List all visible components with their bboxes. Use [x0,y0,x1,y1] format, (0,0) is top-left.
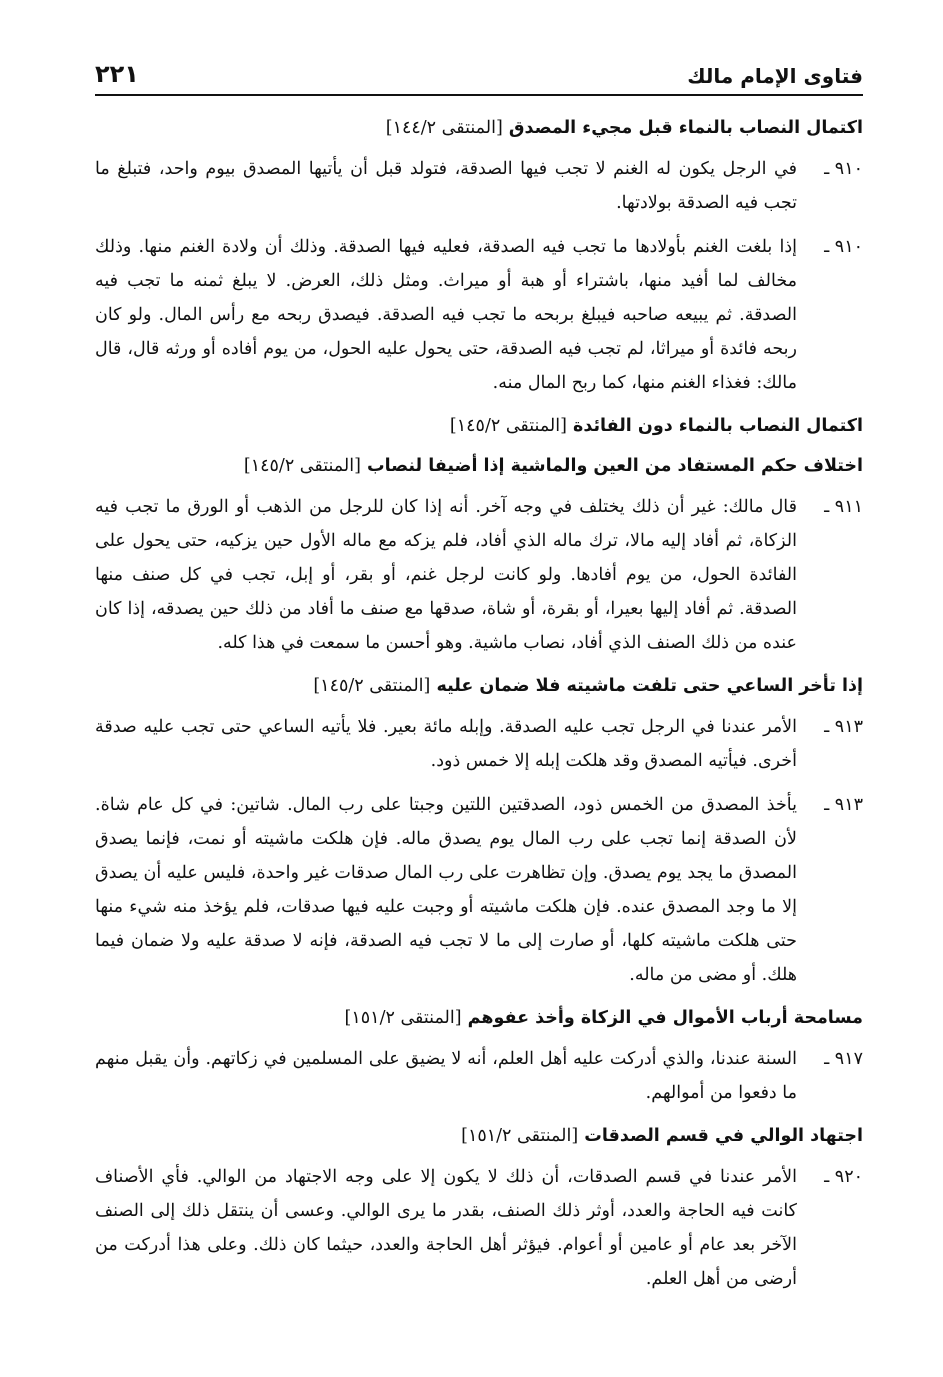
section-reference: [المنتقى ١٤٥/٢] [313,676,431,696]
entry-number: ٩١٧ ـ [824,1049,863,1069]
section-heading [95,112,863,144]
section-title: اكتمال النصاب بالنماء قبل مجيء المصدق [508,118,863,138]
entry-text: في الرجل يكون له الغنم لا تجب فيها الصدقة، فتولد قبل أن يأتيها المصدق بيوم واحد، فتبلغ ما تجب فيه الصدقة بولادتها. [95,159,797,213]
entry-text: الأمر عندنا في الرجل تجب عليه الصدقة. وإبله مائة بعير. فلا يأتيه الساعي حتى تجب عليه صدقة أخرى. فيأتيه المصدق وقد هلكت إبله إلا خمس ذود. [95,717,797,771]
fatwa-entry [95,1160,863,1296]
section-heading [95,410,863,442]
fatwa-entry [95,710,863,778]
entry-text: يأخذ المصدق من الخمس ذود، الصدقتين اللتين وجبتا على رب المال. شاتين: في كل عام شاة. لأن الصدقة إنما تجب على رب المال يوم يصدق ماله. فإن هلكت ماشيته أو نمت، فإنما يصدق المصدق ما يجد يوم يصدق. وإن تظاهرت على رب المال صدقات غير واحدة، فليس عليه أن يصدق إلا ما وجد المصدق عنده. فإن هلكت ماشيته أو وجبت عليه فيها صدقات، فلم يؤخذ منه شيء منها حتى هلكت ماشيته كلها، أو صارت إلى ما لا تجب فيه الصدقة، فإنه لا صدقة عليه ولا ضمان فيما هلك. أو مضى من ماله. [95,795,797,985]
fatwa-entry [95,1042,863,1110]
entry-number: ٩١٠ ـ [824,159,863,179]
page-content [95,96,863,1296]
book-page [95,40,863,1360]
entry-number: ٩١٣ ـ [824,795,863,815]
section-title: إذا تأخر الساعي حتى تلفت ماشيته فلا ضمان عليه [436,676,863,696]
entry-text: السنة عندنا، والذي أدركت عليه أهل العلم، أنه لا يضيق على المسلمين في زكاتهم. وأن يقبل منهم ما دفعوا من أموالهم. [95,1049,797,1103]
page-number: ٢٢١ [95,60,139,88]
entry-text: قال مالك: غير أن ذلك يختلف في وجه آخر. أنه إذا كان للرجل من الذهب أو الورق ما تجب فيه الزكاة، ثم أفاد إليه مالا، ترك ماله الذي أفاد، فلم يزكه مع ماله الأول حين يزكيه، حتى يحول على الفائدة الحول، من يوم أفادها. ولو كانت لرجل غنم، أو بقر، أو إبل، تجب في كل صنف منها الصدقة. ثم أفاد إليها بعيرا، أو بقرة، أو شاة، صدقها مع صنف ما أفاد من ذلك حين يصدقه، إذا كان عنده من ذلك الصنف الذي أفاد، نصاب ماشية. وهو أحسن ما سمعت في هذا كله. [95,497,797,653]
book-title: فتاوى الإمام مالك [687,64,863,88]
section-reference: [المنتقى ١٤٥/٢] [243,456,361,476]
section-title: اختلاف حكم المستفاد من العين والماشية إذا أضيفا لنصاب [367,456,863,476]
section-reference: [المنتقى ١٤٥/٢] [449,416,567,436]
section-heading [95,1002,863,1034]
fatwa-entry [95,230,863,400]
section-reference: [المنتقى ١٥١/٢] [461,1126,579,1146]
section-heading [95,450,863,482]
section-title: اكتمال النصاب بالنماء دون الفائدة [573,416,863,436]
entry-text: إذا بلغت الغنم بأولادها ما تجب فيه الصدقة، فعليه فيها الصدقة. وذلك أن ولادة الغنم منها. وذلك مخالف لما أفيد منها، باشتراء أو هبة أو ميراث. ومثل ذلك، العرض. لا يبلغ ثمنه ما تجب فيه الصدقة. ثم يبيعه صاحبه فيبلغ بربحه ما تجب فيه الصدقة. فيصدق ربحه مع رأس المال. ولو كان ربحه فائدة أو ميراثا، لم تجب فيه الصدقة، حتى يحول عليه الحول، من يوم أفاده أو ورثه قال، قال مالك: فغذاء الغنم منها، كما ربح المال منه. [95,237,797,393]
section-reference: [المنتقى ١٤٤/٢] [385,118,503,138]
entry-number: ٩١٣ ـ [824,717,863,737]
fatwa-entry [95,788,863,992]
fatwa-entry [95,152,863,220]
section-heading [95,670,863,702]
section-title: اجتهاد الوالي في قسم الصدقات [584,1126,863,1146]
section-heading [95,1120,863,1152]
section-reference: [المنتقى ١٥١/٢] [344,1008,462,1028]
section-title: مسامحة أرباب الأموال في الزكاة وأخذ عفوهم [467,1008,863,1028]
entry-number: ٩١١ ـ [824,497,863,517]
entry-text: الأمر عندنا في قسم الصدقات، أن ذلك لا يكون إلا على وجه الاجتهاد من الوالي. فأي الأصناف كانت فيه الحاجة والعدد، أوثر ذلك الصنف، بقدر ما يرى الوالي. وعسى أن ينتقل ذلك إلى الصنف الآخر بعد عام أو عامين أو أعوام. فيؤثر أهل الحاجة والعدد، حيثما كان ذلك. وعلى هذا أدركت من أرضى من أهل العلم. [95,1167,797,1289]
entry-number: ٩١٠ ـ [824,237,863,257]
entry-number: ٩٢٠ ـ [824,1167,863,1187]
fatwa-entry [95,490,863,660]
running-header [95,40,863,96]
